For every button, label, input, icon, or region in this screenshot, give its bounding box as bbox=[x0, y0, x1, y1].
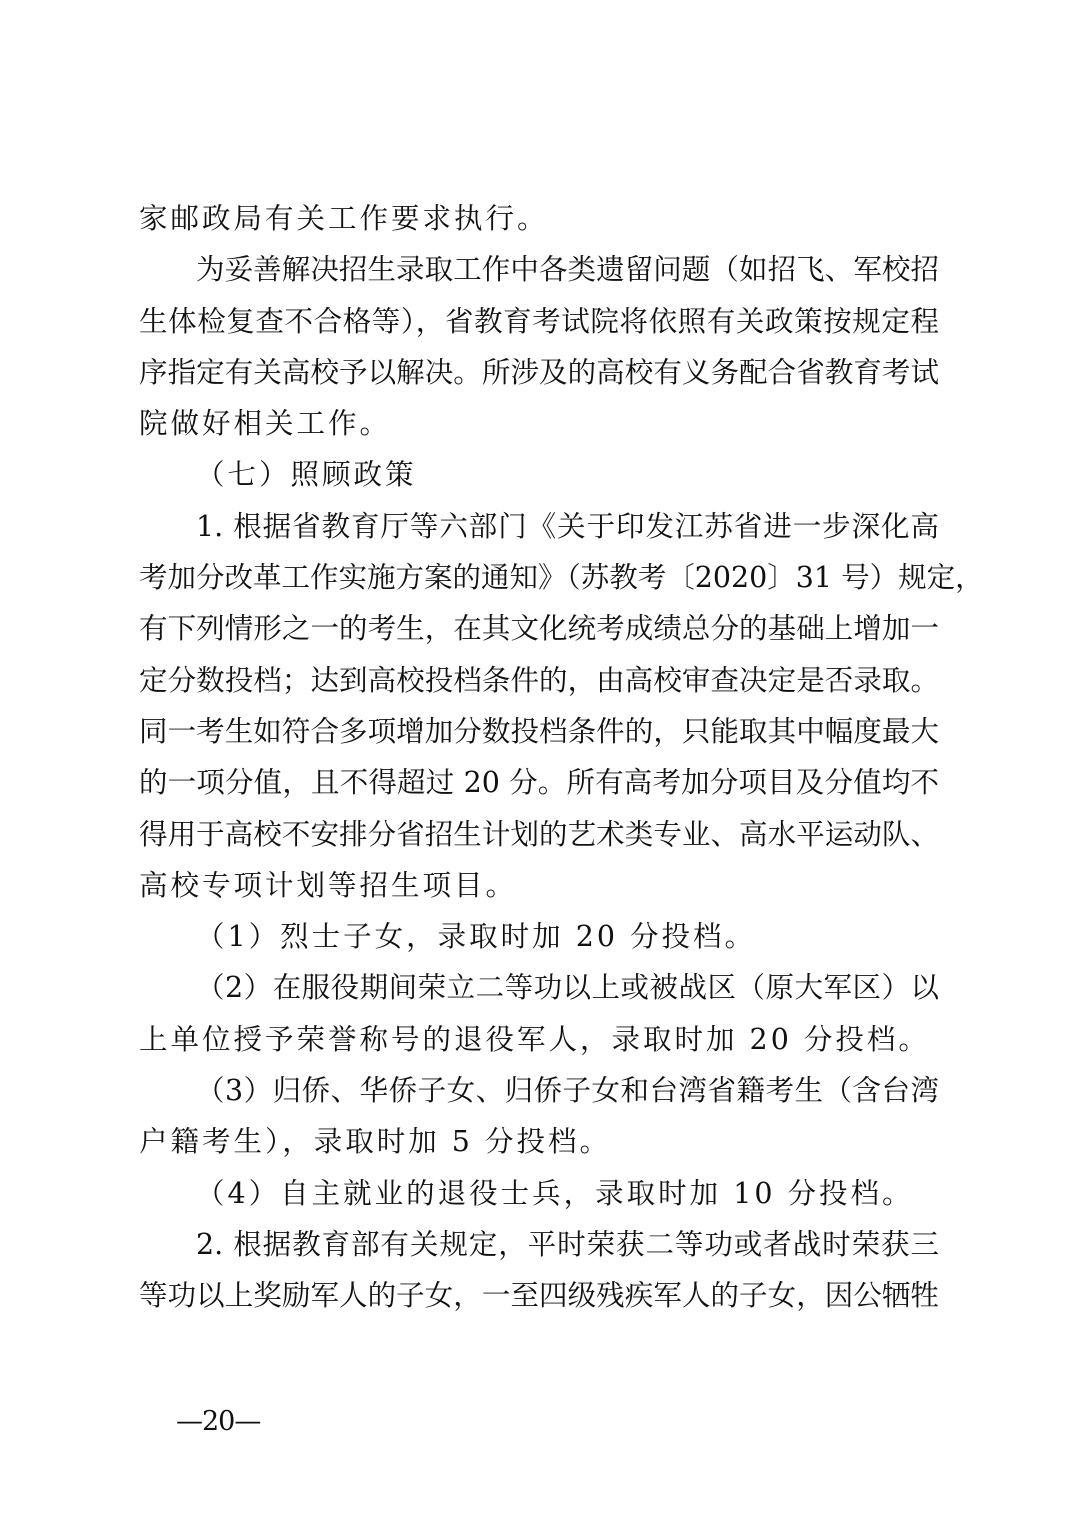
text-line: 定分数投档；达到高校投档条件的，由高校审查决定是否录取。 bbox=[139, 663, 939, 697]
text-line: 家邮政局有关工作要求执行。 bbox=[139, 202, 549, 235]
text-line: 得用于高校不安排分省招生计划的艺术类专业、高水平运动队、 bbox=[139, 817, 939, 851]
text-line: 2. 根据教育部有关规定，平时荣获二等功或者战时荣获三 bbox=[196, 1227, 939, 1261]
page-number: —20— bbox=[176, 1406, 261, 1437]
text-line: 有下列情形之一的考生，在其文化统考成绩总分的基础上增加一 bbox=[139, 612, 939, 646]
text-line: 等功以上奖励军人的子女，一至四级残疾军人的子女，因公牺牲 bbox=[139, 1279, 939, 1313]
text-line: 上单位授予荣誉称号的退役军人，录取时加 20 分投档。 bbox=[139, 1022, 930, 1056]
text-line: 为妥善解决招生录取工作中各类遗留问题（如招飞、军校招 bbox=[196, 253, 939, 287]
text-line: 的一项分值，且不得超过 20 分。所有高考加分项目及分值均不 bbox=[139, 766, 939, 800]
body-text bbox=[139, 193, 984, 1322]
text-line: 1. 根据省教育厅等六部门《关于印发江苏省进一步深化高 bbox=[196, 509, 939, 543]
list-item: （3）归侨、华侨子女、归侨子女和台湾省籍考生（含台湾 bbox=[196, 1074, 939, 1108]
text-line: 同一考生如符合多项增加分数投档条件的，只能取其中幅度最大 bbox=[139, 714, 939, 748]
text-line: 户籍考生），录取时加 5 分投档。 bbox=[139, 1125, 612, 1159]
text-line: 序指定有关高校予以解决。所涉及的高校有义务配合省教育考试 bbox=[139, 355, 939, 389]
list-item: （2）在服役期间荣立二等功以上或被战区（原大军区）以 bbox=[196, 971, 939, 1005]
text-line: 高校专项计划等招生项目。 bbox=[139, 868, 518, 902]
section-heading: （七）照顾政策 bbox=[196, 458, 417, 492]
text-line: 考加分改革工作实施方案的通知》（苏教考〔2020〕31 号）规定， bbox=[139, 561, 984, 595]
list-item: （4）自主就业的退役士兵，录取时加 10 分投档。 bbox=[196, 1176, 914, 1210]
list-item: （1）烈士子女，录取时加 20 分投档。 bbox=[196, 920, 757, 954]
text-line: 生体检复查不合格等），省教育考试院将依照有关政策按规定程 bbox=[139, 304, 939, 338]
text-line: 院做好相关工作。 bbox=[139, 407, 392, 441]
